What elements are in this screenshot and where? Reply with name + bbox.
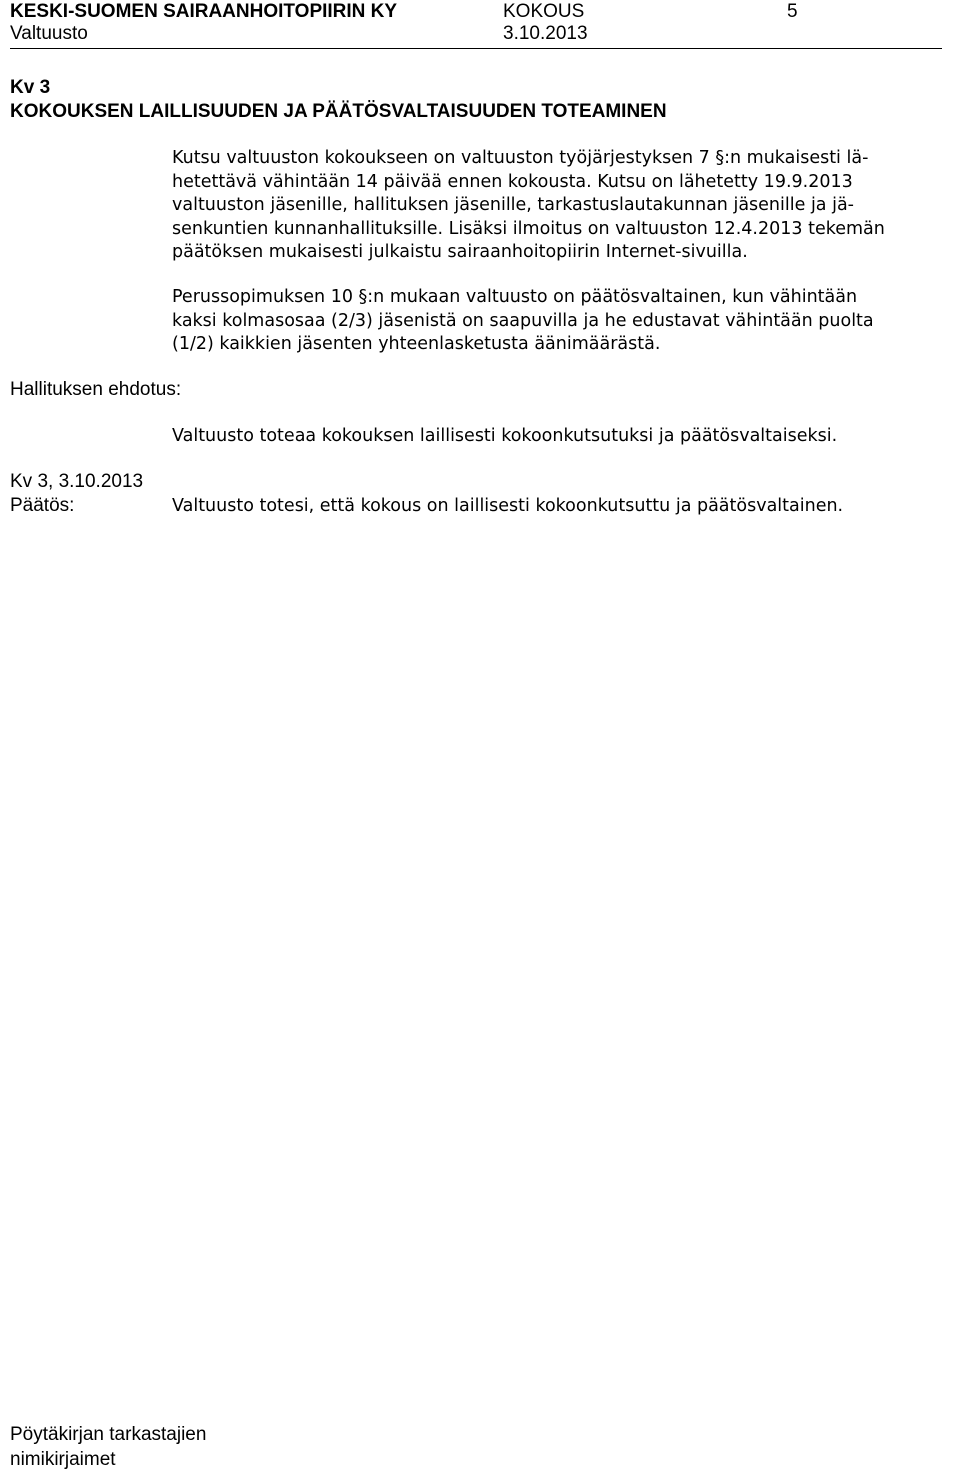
section-title: KOKOUKSEN LAILLISUUDEN JA PÄÄTÖSVALTAISUUDEN TOTEAMINEN — [10, 101, 667, 122]
proposal-text: Valtuusto toteaa kokouksen laillisesti kokoonkutsutuksi ja päätösvaltaiseksi. — [172, 426, 838, 446]
proposal-label: Hallituksen ehdotus: — [10, 379, 182, 400]
section-number: Kv 3 — [10, 77, 51, 98]
paragraph-invitation — [172, 147, 948, 265]
header-doc-type: KOKOUS — [503, 1, 585, 22]
header-divider — [10, 48, 942, 49]
header-organization: KESKI-SUOMEN SAIRAANHOITOPIIRIN KY — [10, 1, 398, 22]
paragraph-line: Kutsu valtuuston kokoukseen on valtuuston työjärjestyksen 7 §:n mukaisesti lä- — [172, 148, 869, 168]
paragraph-line: (1/2) kaikkien jäsenten yhteenlasketusta äänimäärästä. — [172, 334, 661, 354]
decision-reference: Kv 3, 3.10.2013 — [10, 471, 144, 492]
footer-initials-label: nimikirjaimet — [10, 1449, 116, 1470]
header-date: 3.10.2013 — [503, 23, 588, 44]
paragraph-line: päätöksen mukaisesti julkaistu sairaanhoitopiirin Internet-sivuilla. — [172, 242, 748, 262]
decision-text: Valtuusto totesi, että kokous on laillisesti kokoonkutsuttu ja päätösvaltainen. — [172, 496, 844, 516]
paragraph-line: valtuuston jäsenille, hallituksen jäsenille, tarkastuslautakunnan jäsenille ja jä- — [172, 195, 854, 215]
decision-label: Päätös: — [10, 495, 75, 516]
footer-reviewers-label: Pöytäkirjan tarkastajien — [10, 1424, 207, 1445]
header-body-name: Valtuusto — [10, 23, 88, 44]
header-page-number: 5 — [787, 1, 798, 22]
paragraph-line: senkuntien kunnanhallituksille. Lisäksi ilmoitus on valtuuston 12.4.2013 tekemän — [172, 218, 885, 239]
paragraph-line: hetettävä vähintään 14 päivää ennen kokousta. Kutsu on lähetetty 19.9.2013 — [172, 171, 853, 192]
paragraph-line: Perussopimuksen 10 §:n mukaan valtuusto on päätösvaltainen, kun vähintään — [172, 287, 858, 307]
paragraph-line: kaksi kolmasosaa (2/3) jäsenistä on saapuvilla ja he edustavat vähintään puolta — [172, 310, 874, 331]
paragraph-quorum — [172, 286, 948, 357]
